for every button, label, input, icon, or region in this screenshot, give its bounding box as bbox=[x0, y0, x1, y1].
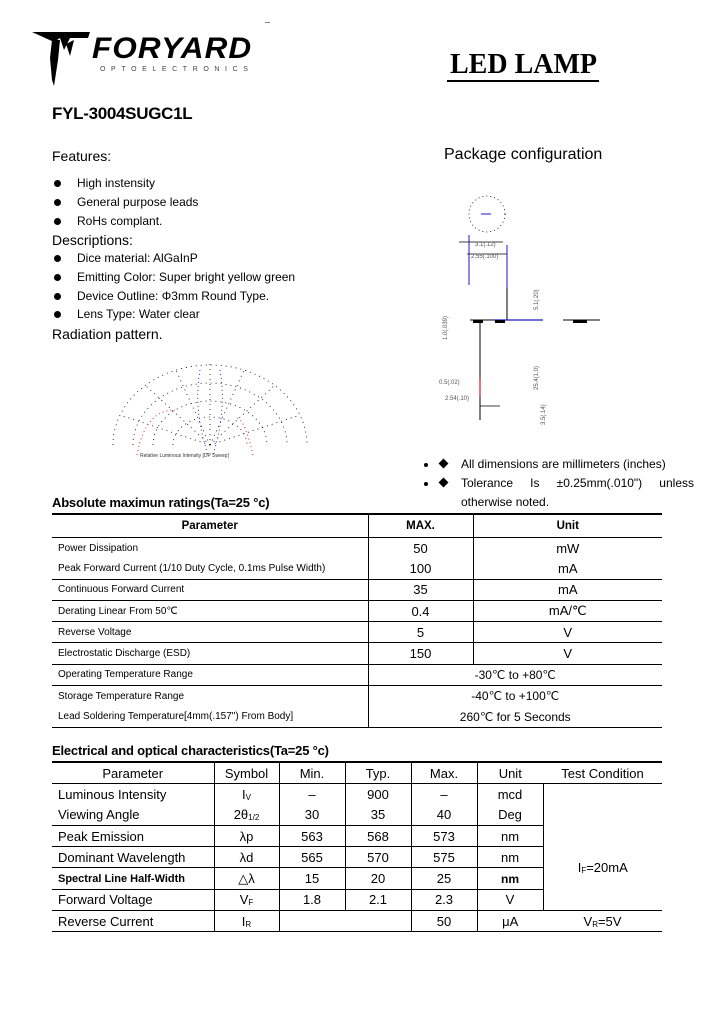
unit-cell: μA bbox=[477, 911, 543, 932]
param-cell: Lead Soldering Temperature[4mm(.157") From Body] bbox=[52, 706, 368, 727]
col-header: Parameter bbox=[52, 514, 368, 538]
typ-cell: 570 bbox=[345, 847, 411, 868]
param-cell: Forward Voltage bbox=[52, 889, 214, 910]
description-item: Dice material: AlGaInP bbox=[52, 249, 372, 268]
min-cell: 1.8 bbox=[279, 889, 345, 910]
note-item: • All dimensions are millimeters (inches) bbox=[438, 455, 694, 474]
max-cell: 40 bbox=[411, 805, 477, 826]
dim-label: 3.1(.12) bbox=[475, 242, 496, 248]
param-cell: Continuous Forward Current bbox=[52, 579, 368, 600]
param-cell: Peak Emission bbox=[52, 825, 214, 846]
dim-label: 2.55(.100) bbox=[471, 254, 499, 260]
electrical-title: Electrical and optical characteristics(Ta=25 °c) bbox=[52, 743, 329, 758]
brand-name: FORYARD bbox=[92, 32, 253, 65]
unit-cell: mcd bbox=[477, 784, 543, 805]
param-cell: Storage Temperature Range bbox=[52, 686, 368, 707]
dim-label: 5.1(.20) bbox=[534, 289, 540, 310]
dim-label: 2.54(.10) bbox=[445, 396, 470, 402]
radiation-caption: Relative Luminous Intensity [DP Sweep] bbox=[140, 453, 229, 459]
condition-cell bbox=[543, 784, 662, 826]
unit-cell: V bbox=[477, 889, 543, 910]
max-cell: 573 bbox=[411, 825, 477, 846]
range-cell: -40℃ to +100℃ bbox=[368, 686, 662, 707]
description-item: Lens Type: Water clear bbox=[52, 305, 372, 324]
table-row bbox=[52, 622, 662, 643]
symbol-cell: λd bbox=[214, 847, 279, 868]
param-cell: Operating Temperature Range bbox=[52, 664, 368, 685]
features-heading: Features: bbox=[52, 148, 112, 164]
param-cell: Spectral Line Half-Width bbox=[52, 868, 214, 889]
max-cell: 50 bbox=[411, 911, 477, 932]
table-row bbox=[52, 579, 662, 600]
param-cell: Reverse Current bbox=[52, 911, 214, 932]
unit-cell: mA bbox=[473, 579, 662, 600]
descriptions-heading: Descriptions: bbox=[52, 232, 133, 248]
range-cell: -30℃ to +80℃ bbox=[368, 664, 662, 685]
typ-cell: 568 bbox=[345, 825, 411, 846]
descriptions-list bbox=[52, 249, 372, 324]
col-header: Min. bbox=[279, 762, 345, 784]
max-cell: 35 bbox=[368, 579, 473, 600]
col-header: Test Condition bbox=[543, 762, 662, 784]
unit-cell: V bbox=[473, 643, 662, 664]
dim-label: 3.5(.14) bbox=[541, 404, 547, 425]
range-cell: 260℃ for 5 Seconds bbox=[368, 706, 662, 727]
note-item: • Tolerance Is ±0.25mm(.010") unless otherwise noted. bbox=[438, 474, 694, 512]
dim-label: 1.0(.039) bbox=[443, 315, 449, 340]
unit-cell: nm bbox=[477, 868, 543, 889]
package-notes bbox=[398, 455, 694, 512]
min-cell: 563 bbox=[279, 825, 345, 846]
symbol-cell: $V_F$ bbox=[214, 889, 279, 910]
package-heading: Package configuration bbox=[444, 146, 603, 163]
radiation-heading: Radiation pattern. bbox=[52, 326, 163, 342]
symbol-cell: $2\theta_{1/2}$ bbox=[214, 805, 279, 826]
col-header: Parameter bbox=[52, 762, 214, 784]
min-cell: 30 bbox=[279, 805, 345, 826]
symbol-cell: $I_V$ bbox=[214, 784, 279, 805]
param-cell: Electrostatic Discharge (ESD) bbox=[52, 643, 368, 664]
description-item: Emitting Color: Super bright yellow green bbox=[52, 268, 372, 287]
table-row bbox=[52, 643, 662, 664]
param-cell: Dominant Wavelength bbox=[52, 847, 214, 868]
col-header: Symbol bbox=[214, 762, 279, 784]
table-row bbox=[52, 784, 662, 805]
param-cell: Luminous Intensity bbox=[58, 786, 167, 802]
max-cell: 50 bbox=[368, 538, 473, 559]
feature-item: RoHs complant. bbox=[52, 212, 352, 231]
param-cell: Power Dissipation bbox=[58, 542, 139, 554]
features-list bbox=[52, 174, 352, 230]
abs-max-title: Absolute maximun ratings(Ta=25 °c) bbox=[52, 495, 270, 510]
brand-subtitle: OPTOELECTRONICS bbox=[100, 66, 254, 73]
abs-max-table bbox=[52, 513, 662, 728]
param-cell: Reverse Voltage bbox=[52, 622, 368, 643]
table-row bbox=[52, 706, 662, 727]
page-mark bbox=[265, 22, 270, 23]
col-header: MAX. bbox=[368, 514, 473, 538]
table-row bbox=[52, 911, 662, 932]
max-cell: – bbox=[411, 784, 477, 805]
symbol-cell: λp bbox=[214, 825, 279, 846]
typ-cell: 35 bbox=[345, 805, 411, 826]
dim-label: 0.5(.02) bbox=[439, 380, 460, 386]
dim-label: 25.4(1.0) bbox=[534, 365, 540, 390]
min-cell: 15 bbox=[279, 868, 345, 889]
max-cell: 2.3 bbox=[411, 889, 477, 910]
max-cell: 575 bbox=[411, 847, 477, 868]
part-number: FYL-3004SUGC1L bbox=[52, 104, 193, 123]
max-cell: 100 bbox=[368, 558, 473, 579]
unit-cell: nm bbox=[477, 847, 543, 868]
condition-cell: $I_F=20mA$ bbox=[543, 825, 662, 910]
unit-cell: mW bbox=[473, 538, 662, 559]
table-row bbox=[52, 558, 662, 579]
symbol-cell: $I_R$ bbox=[214, 911, 279, 932]
title-underline bbox=[447, 80, 599, 82]
radiation-pattern-diagram bbox=[105, 350, 315, 460]
param-cell: Derating Linear From 50℃ bbox=[52, 600, 368, 621]
feature-item: General purpose leads bbox=[52, 193, 352, 212]
max-cell: 150 bbox=[368, 643, 473, 664]
max-cell: 25 bbox=[411, 868, 477, 889]
table-row bbox=[52, 686, 662, 707]
electrical-table bbox=[52, 761, 662, 932]
col-header: Typ. bbox=[345, 762, 411, 784]
feature-item: High instensity bbox=[52, 174, 352, 193]
table-row bbox=[52, 600, 662, 621]
package-outline-drawing bbox=[425, 190, 625, 430]
typ-cell: 2.1 bbox=[345, 889, 411, 910]
unit-cell: mA/℃ bbox=[473, 600, 662, 621]
foryard-logo-icon bbox=[30, 30, 92, 88]
min-typ-cell bbox=[279, 911, 411, 932]
col-header: Unit bbox=[473, 514, 662, 538]
param-cell: Viewing Angle bbox=[58, 807, 140, 823]
table-row bbox=[52, 664, 662, 685]
typ-cell: 20 bbox=[345, 868, 411, 889]
unit-cell: nm bbox=[477, 825, 543, 846]
unit-cell: mA bbox=[473, 558, 662, 579]
table-row bbox=[52, 538, 662, 559]
min-cell: 565 bbox=[279, 847, 345, 868]
condition-cell: $V_R=5V$ bbox=[543, 911, 662, 932]
doc-title: LED LAMP bbox=[450, 49, 597, 80]
col-header: Unit bbox=[477, 762, 543, 784]
table-row bbox=[52, 825, 662, 846]
max-cell: 5 bbox=[368, 622, 473, 643]
param-cell: Peak Forward Current (1/10 Duty Cycle, 0.1ms Pulse Width) bbox=[58, 562, 326, 574]
unit-cell: V bbox=[473, 622, 662, 643]
col-header: Max. bbox=[411, 762, 477, 784]
unit-cell: Deg bbox=[477, 805, 543, 826]
max-cell: 0.4 bbox=[368, 600, 473, 621]
description-item: Device Outline: Φ3mm Round Type. bbox=[52, 287, 372, 306]
symbol-cell: △λ bbox=[214, 868, 279, 889]
min-cell: – bbox=[279, 784, 345, 805]
typ-cell: 900 bbox=[345, 784, 411, 805]
